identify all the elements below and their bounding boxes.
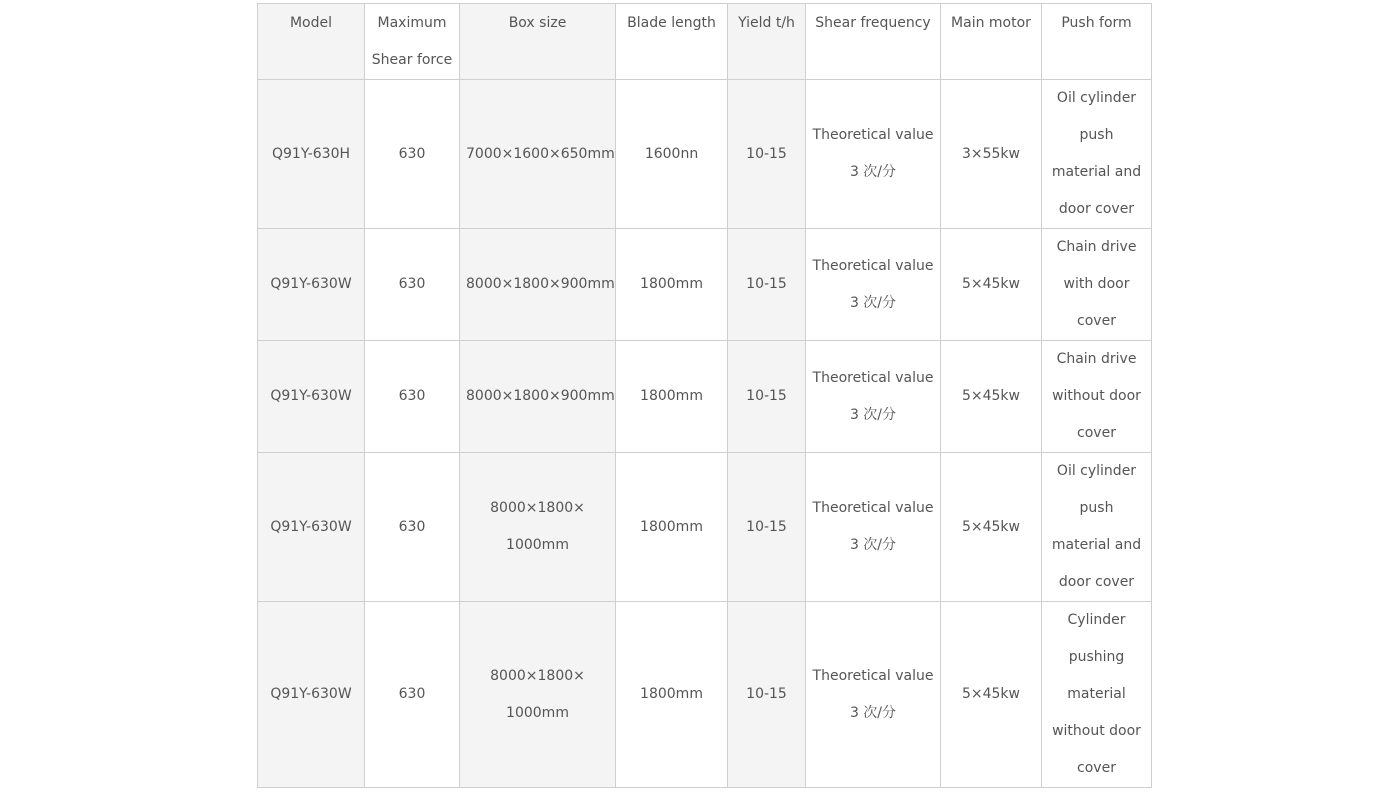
cell-shear-frequency-line: 3 次/分	[849, 704, 897, 721]
cell-shear-frequency-line: Theoretical value	[812, 127, 934, 143]
table-row	[258, 453, 1152, 602]
cell-box-size-line: 7000×1600×650mm	[466, 145, 615, 162]
cell-push-form	[1042, 602, 1152, 788]
header-shear-frequency	[806, 4, 941, 80]
cell-push-form-line: without door	[1052, 723, 1141, 739]
cell-main-motor: 5×45kw	[941, 453, 1042, 602]
cell-yield: 10-15	[728, 341, 806, 453]
cell-shear-frequency-line: Theoretical value	[812, 369, 934, 386]
cell-push-form-line: Oil cylinder	[1056, 90, 1137, 106]
cell-push-form-line: cover	[1077, 313, 1116, 329]
cell-box-size	[460, 341, 616, 453]
cell-push-form	[1042, 229, 1152, 341]
header-push-form	[1042, 4, 1152, 80]
cell-shear-frequency-line: 3 次/分	[849, 164, 897, 180]
cell-shear-frequency	[806, 453, 941, 602]
cell-max-shear-force: 630	[365, 602, 460, 788]
cell-model: Q91Y-630H	[258, 80, 365, 229]
spec-table	[257, 3, 1152, 788]
cell-box-size	[460, 453, 616, 602]
cell-push-form-line: cover	[1077, 425, 1116, 441]
header-push-form-line: Push form	[1061, 15, 1132, 31]
cell-push-form-line: door cover	[1058, 574, 1135, 590]
cell-yield: 10-15	[728, 80, 806, 229]
header-model-line: Model	[289, 15, 333, 31]
cell-max-shear-force: 630	[365, 80, 460, 229]
spec-table-body	[258, 4, 1152, 788]
cell-yield: 10-15	[728, 602, 806, 788]
cell-push-form-line: push	[1079, 127, 1114, 143]
cell-shear-frequency-line: Theoretical value	[812, 257, 934, 274]
cell-main-motor: 5×45kw	[941, 602, 1042, 788]
cell-blade-length: 1800mm	[616, 229, 728, 341]
cell-max-shear-force: 630	[365, 229, 460, 341]
header-max-shear-force-line: Maximum	[377, 15, 447, 31]
cell-shear-frequency	[806, 602, 941, 788]
header-main-motor-line: Main motor	[951, 15, 1031, 31]
cell-blade-length: 1800mm	[616, 341, 728, 453]
cell-push-form-line: material	[1067, 686, 1126, 702]
cell-push-form-line: without door	[1052, 388, 1141, 404]
cell-yield: 10-15	[728, 229, 806, 341]
cell-shear-frequency	[806, 229, 941, 341]
header-model	[258, 4, 365, 80]
cell-push-form-line: push	[1079, 500, 1114, 516]
table-row	[258, 341, 1152, 453]
cell-box-size	[460, 602, 616, 788]
header-box-size	[460, 4, 616, 80]
cell-box-size-line: 8000×1800×	[490, 500, 585, 516]
table-row	[258, 602, 1152, 788]
cell-box-size-line: 8000×1800×900mm	[466, 276, 615, 292]
cell-push-form	[1042, 80, 1152, 229]
cell-shear-frequency	[806, 341, 941, 453]
cell-push-form	[1042, 341, 1152, 453]
cell-shear-frequency	[806, 80, 941, 229]
cell-max-shear-force: 630	[365, 453, 460, 602]
cell-main-motor: 5×45kw	[941, 229, 1042, 341]
table-row	[258, 80, 1152, 229]
cell-push-form-line: door cover	[1058, 201, 1135, 217]
cell-shear-frequency-line: 3 次/分	[849, 537, 897, 553]
cell-model: Q91Y-630W	[258, 229, 365, 341]
cell-push-form-line: Chain drive	[1056, 239, 1137, 255]
header-row	[258, 4, 1152, 80]
header-max-shear-force	[365, 4, 460, 80]
cell-main-motor: 5×45kw	[941, 341, 1042, 453]
cell-blade-length: 1600nn	[616, 80, 728, 229]
cell-shear-frequency-line: 3 次/分	[849, 406, 897, 423]
header-yield-line: Yield t/h	[738, 15, 795, 31]
cell-box-size-line: 8000×1800×900mm	[466, 388, 615, 404]
cell-box-size-line: 8000×1800×	[490, 667, 585, 684]
cell-blade-length: 1800mm	[616, 602, 728, 788]
cell-push-form-line: material and	[1051, 164, 1142, 180]
header-blade-length	[616, 4, 728, 80]
cell-shear-frequency-line: Theoretical value	[812, 500, 934, 516]
cell-push-form-line: Oil cylinder	[1056, 463, 1137, 479]
cell-shear-frequency-line: 3 次/分	[849, 294, 897, 311]
cell-model: Q91Y-630W	[258, 341, 365, 453]
cell-max-shear-force: 630	[365, 341, 460, 453]
cell-box-size-line: 1000mm	[506, 704, 569, 721]
cell-yield: 10-15	[728, 453, 806, 602]
cell-shear-frequency-line: Theoretical value	[812, 667, 934, 684]
header-max-shear-force-line: Shear force	[371, 52, 453, 68]
cell-main-motor: 3×55kw	[941, 80, 1042, 229]
cell-push-form-line: Chain drive	[1056, 351, 1137, 367]
cell-push-form	[1042, 453, 1152, 602]
header-main-motor	[941, 4, 1042, 80]
cell-push-form-line: pushing	[1068, 649, 1125, 665]
cell-box-size	[460, 80, 616, 229]
cell-blade-length: 1800mm	[616, 453, 728, 602]
header-blade-length-line: Blade length	[627, 15, 716, 31]
cell-push-form-line: cover	[1077, 760, 1116, 776]
header-shear-frequency-line: Shear frequency	[815, 15, 931, 31]
cell-push-form-line: Cylinder	[1067, 612, 1126, 628]
cell-push-form-line: material and	[1051, 537, 1142, 553]
cell-model: Q91Y-630W	[258, 453, 365, 602]
cell-box-size-line: 1000mm	[506, 537, 569, 553]
cell-box-size	[460, 229, 616, 341]
table-row	[258, 229, 1152, 341]
header-box-size-line: Box size	[508, 15, 567, 31]
header-yield	[728, 4, 806, 80]
cell-model: Q91Y-630W	[258, 602, 365, 788]
cell-push-form-line: with door	[1063, 276, 1130, 292]
